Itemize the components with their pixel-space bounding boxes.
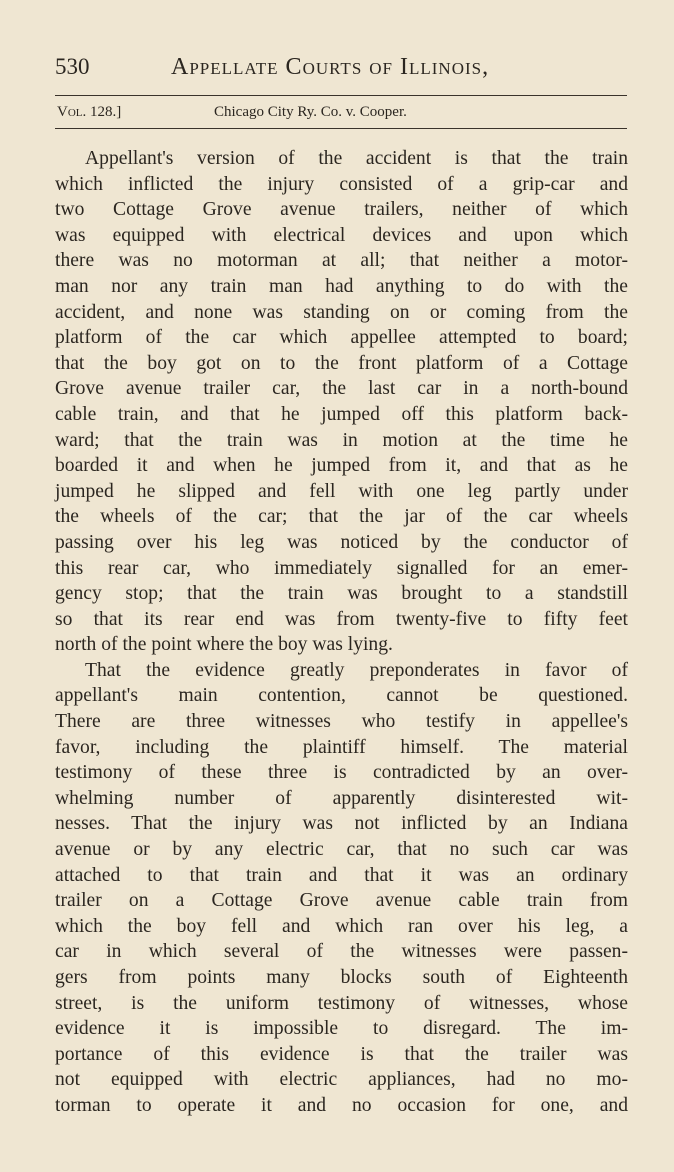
text-line: gency stop; that the train was brought to a standstill — [55, 583, 628, 605]
text-line: gers from points many blocks south of Eighteenth — [55, 967, 628, 988]
text-line: cable train, and that he jumped off this platform back- — [55, 403, 628, 425]
text-line: which inflicted the injury consisted of a grip-car and — [55, 173, 628, 195]
text-line: street, is the uniform testimony of witnesses, whose — [55, 992, 628, 1014]
text-line: nesses. That the injury was not inflicted by an Indiana — [55, 813, 628, 835]
text-line: appellant's main contention, cannot be questioned. — [55, 685, 628, 707]
text-line: There are three witnesses who testify in appellee's — [55, 711, 628, 733]
text-line: passing over his leg was noticed by the conductor of — [55, 531, 628, 553]
header-rule-bottom — [55, 128, 627, 129]
text-line: portance of this evidence is that the trailer was — [55, 1043, 628, 1065]
text-line: Grove avenue trailer car, the last car in a north-bound — [55, 378, 628, 400]
text-line: car in which several of the witnesses were passen- — [55, 941, 628, 963]
running-title: Appellate Courts of Illinois, — [171, 54, 490, 80]
text-line: platform of the car which appellee attempted to board; — [55, 327, 628, 349]
text-line: testimony of these three is contradicted by an over- — [55, 762, 628, 784]
text-line: whelming number of apparently disinterested wit- — [55, 787, 628, 809]
text-line: jumped he slipped and fell with one leg partly under — [55, 480, 628, 502]
text-line: two Cottage Grove avenue trailers, neither of which — [55, 199, 628, 221]
text-line: boarded it and when he jumped from it, and that as he — [55, 455, 628, 477]
text-line: which the boy fell and which ran over his leg, a — [55, 915, 628, 937]
text-line: not equipped with electric appliances, had no mo- — [55, 1069, 628, 1091]
text-line: north of the point where the boy was lying. — [55, 634, 393, 656]
text-line: the wheels of the car; that the jar of the car wheels — [55, 506, 628, 528]
case-title: Chicago City Ry. Co. v. Cooper. — [214, 104, 407, 120]
text-line: torman to operate it and no occasion for one, and — [55, 1094, 628, 1116]
page-header — [55, 54, 625, 88]
text-line: there was no motorman at all; that neither a motor- — [55, 250, 628, 272]
text-line: accident, and none was standing on or coming from the — [55, 301, 628, 323]
header-rule-top — [55, 95, 627, 96]
text-line: this rear car, who immediately signalled for an emer- — [55, 557, 628, 579]
body-text — [55, 146, 628, 1119]
volume-label: Vol. 128.] — [57, 104, 122, 120]
text-line: man nor any train man had anything to do with the — [55, 275, 628, 297]
text-line: ward; that the train was in motion at the time he — [55, 429, 628, 451]
text-line: trailer on a Cottage Grove avenue cable train from — [55, 890, 628, 912]
text-line: Appellant's version of the accident is that the train — [85, 148, 628, 169]
text-line: attached to that train and that it was an ordinary — [55, 864, 628, 886]
text-line: avenue or by any electric car, that no such car was — [55, 839, 628, 861]
page-number: 530 — [55, 54, 90, 79]
text-line: was equipped with electrical devices and upon which — [55, 224, 628, 246]
text-line: evidence it is impossible to disregard. The im- — [55, 1018, 628, 1040]
text-line: that the boy got on to the front platform of a Cottage — [55, 352, 628, 374]
text-line: so that its rear end was from twenty-five to fifty feet — [55, 608, 628, 630]
text-line: That the evidence greatly preponderates in favor of — [85, 659, 628, 681]
text-line: favor, including the plaintiff himself. The material — [55, 736, 628, 758]
